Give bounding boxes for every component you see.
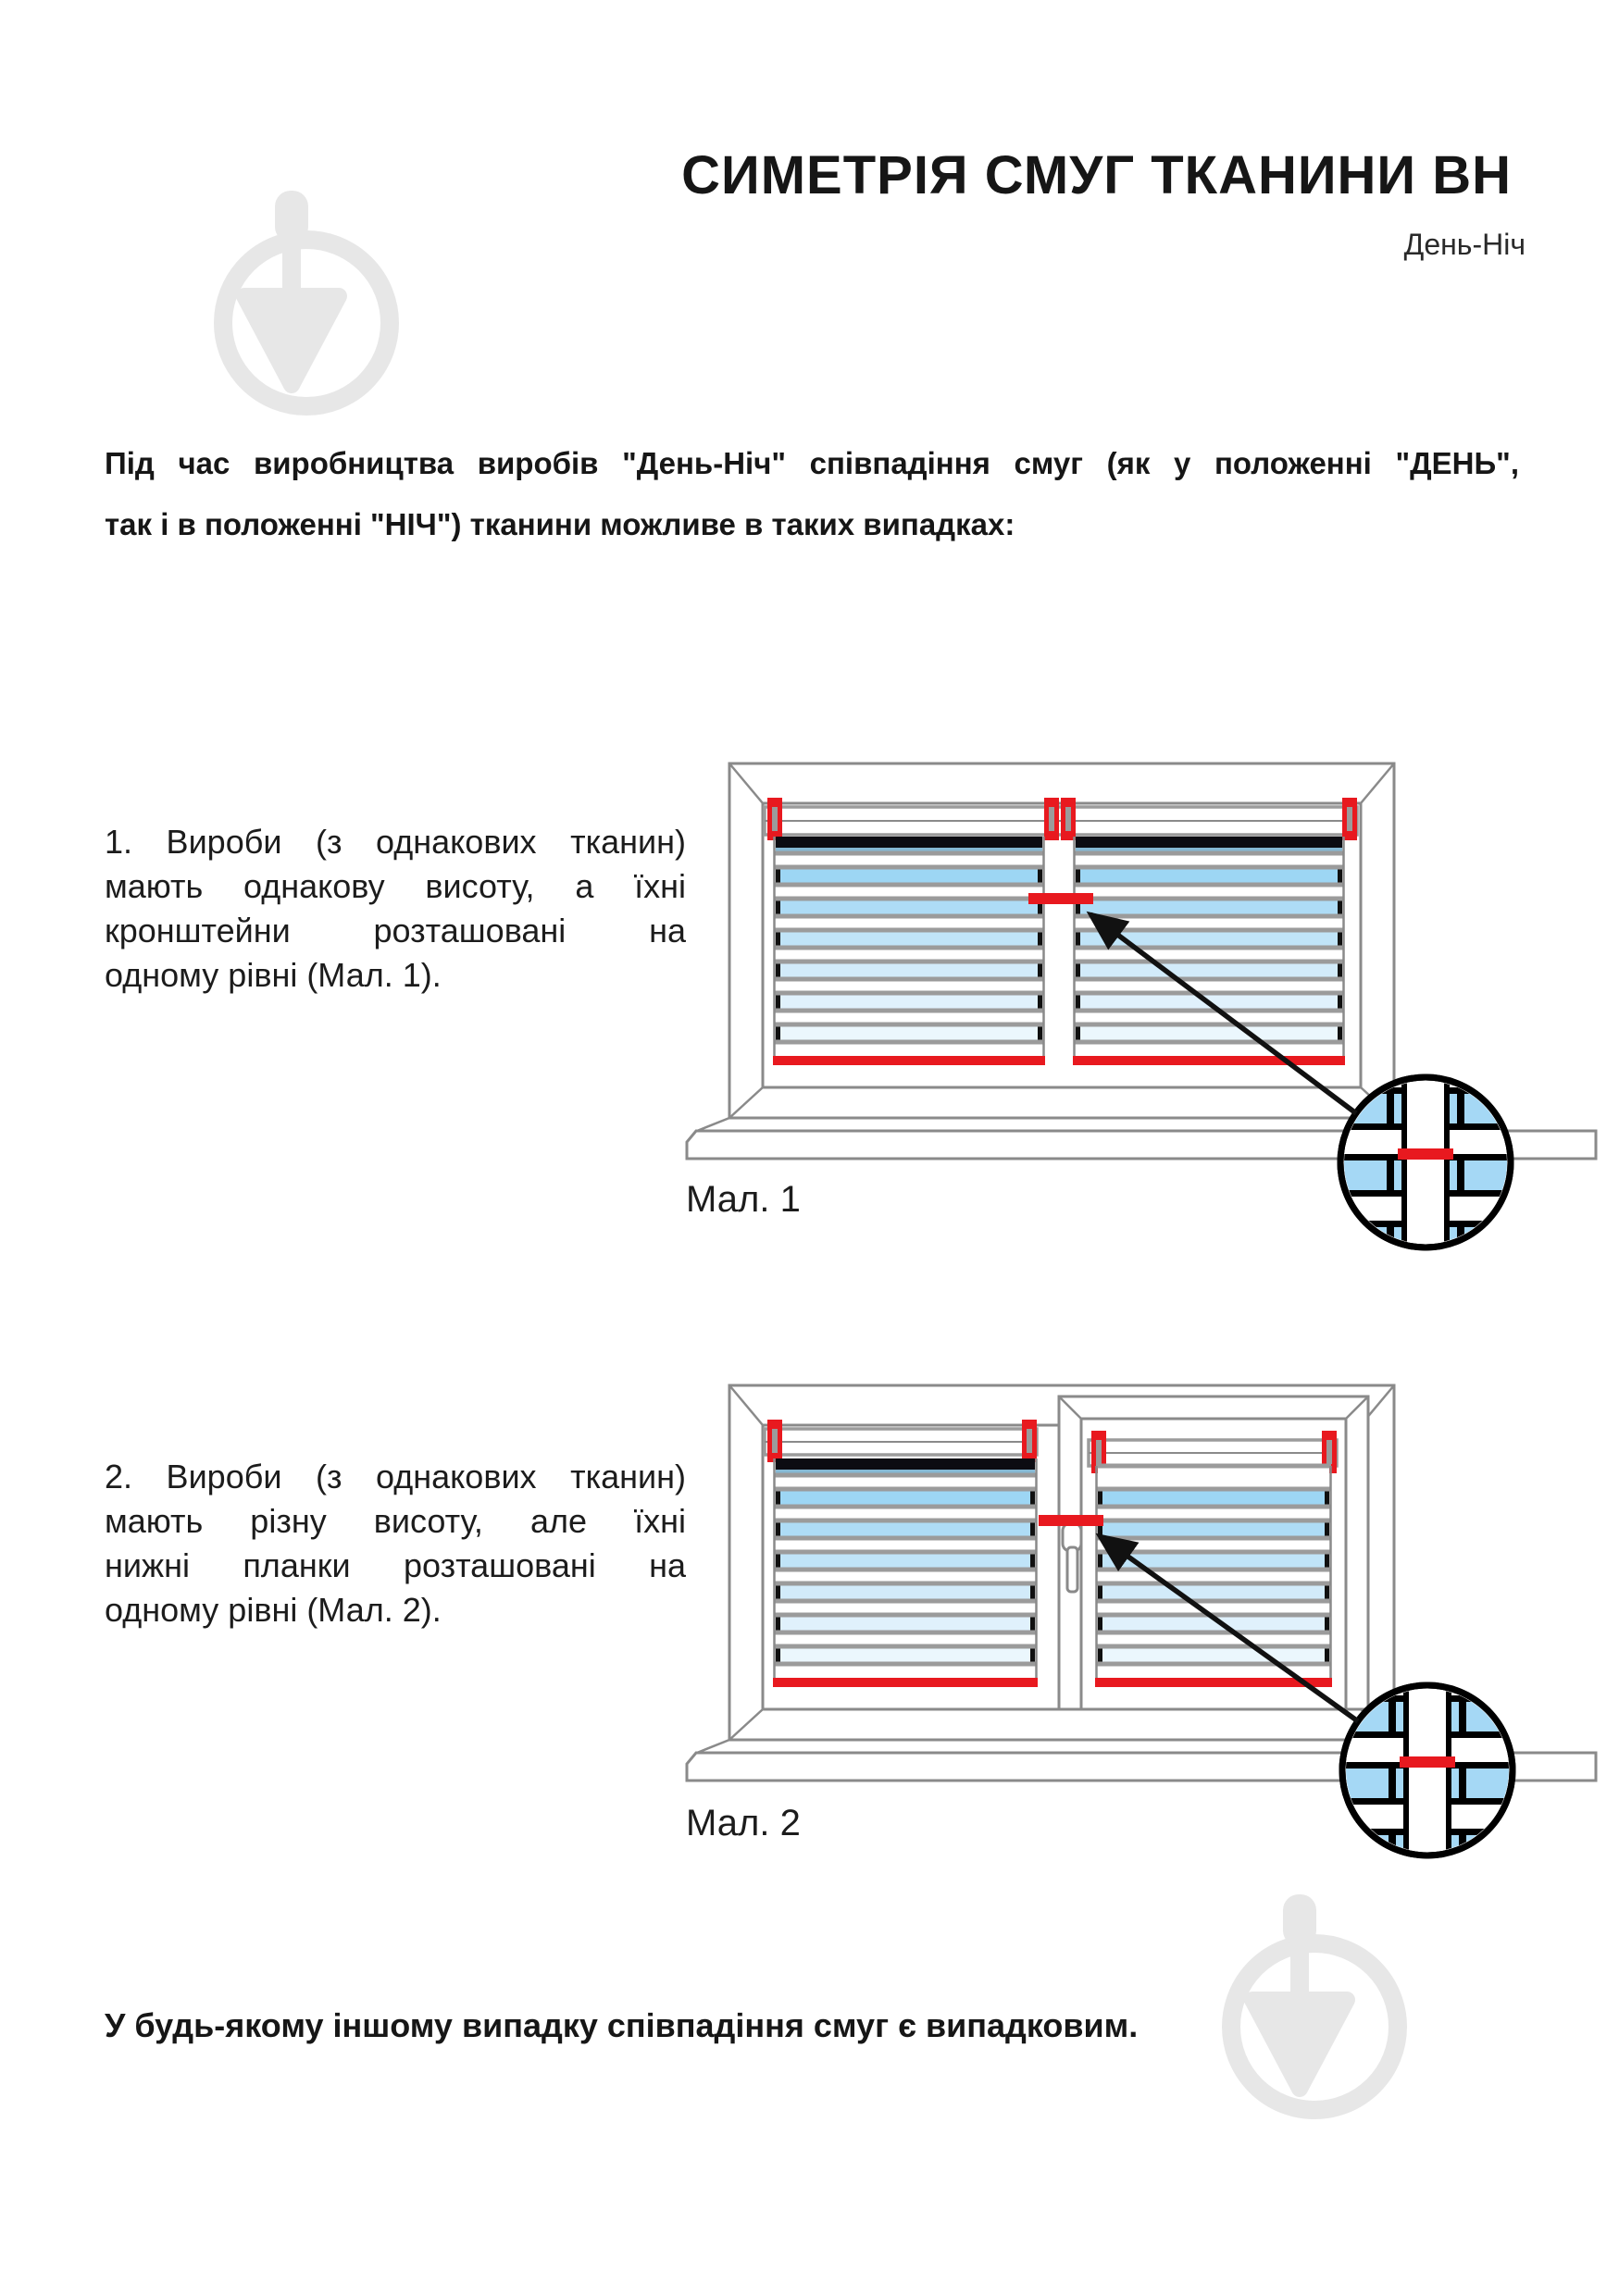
bracket-icon	[767, 798, 782, 840]
footer-note: У будь-якому іншому випадку співпадіння смуг є випадковим.	[105, 2006, 1139, 2044]
page-subtitle: День-Ніч	[1403, 228, 1526, 261]
point-2-line: одному рівні (Мал. 2).	[105, 1591, 442, 1629]
figure-2-blind-left	[773, 1458, 1038, 1687]
bracket-icon	[767, 1420, 782, 1462]
bracket-icon	[1342, 798, 1357, 840]
stripe-alignment-marker	[1039, 1515, 1103, 1526]
bracket-icon	[1061, 798, 1076, 840]
intro-line: Під час виробництва виробів "День-Ніч" співпадіння смуг (як у положенні "ДЕНЬ",	[105, 446, 1519, 480]
figure-1-caption: Мал. 1	[686, 1179, 801, 1220]
point-2-line: мають різну висоту, але їхні	[105, 1502, 686, 1540]
point-1-line: одному рівні (Мал. 1).	[105, 956, 442, 994]
bracket-icon	[1044, 798, 1059, 840]
bracket-icon	[1022, 1420, 1037, 1462]
figure-1-blind-right	[1073, 837, 1345, 1065]
point-2-line: 2. Вироби (з однакових тканин)	[105, 1458, 686, 1496]
point-1-line: 1. Вироби (з однакових тканин)	[105, 823, 686, 861]
page-title: СИМЕТРІЯ СМУГ ТКАНИНИ ВН	[681, 145, 1512, 205]
bottom-bar	[1073, 1056, 1345, 1065]
point-1-paragraph	[105, 820, 686, 998]
figure-2-blind-right	[1095, 1464, 1332, 1688]
bottom-bar	[773, 1678, 1038, 1687]
point-1-line: мають однакову висоту, а їхні	[105, 867, 686, 905]
intro-line: так і в положенні "НІЧ") тканини можливе в таких випадках:	[105, 507, 1015, 541]
figure-2	[687, 1385, 1596, 1871]
intro-paragraph	[105, 433, 1519, 555]
point-2-paragraph	[105, 1455, 686, 1632]
point-2-line: нижні планки розташовані на	[105, 1546, 686, 1584]
figure-2-caption: Мал. 2	[686, 1803, 801, 1843]
watermark-logo-top	[223, 191, 390, 406]
watermark-logo-bottom	[1231, 1894, 1398, 2110]
figure-1	[687, 763, 1596, 1263]
bottom-bar	[773, 1056, 1045, 1065]
point-1-line: кронштейни розташовані на	[105, 912, 686, 949]
figure-1-blind-left	[773, 837, 1045, 1065]
stripe-alignment-marker	[1028, 893, 1093, 904]
